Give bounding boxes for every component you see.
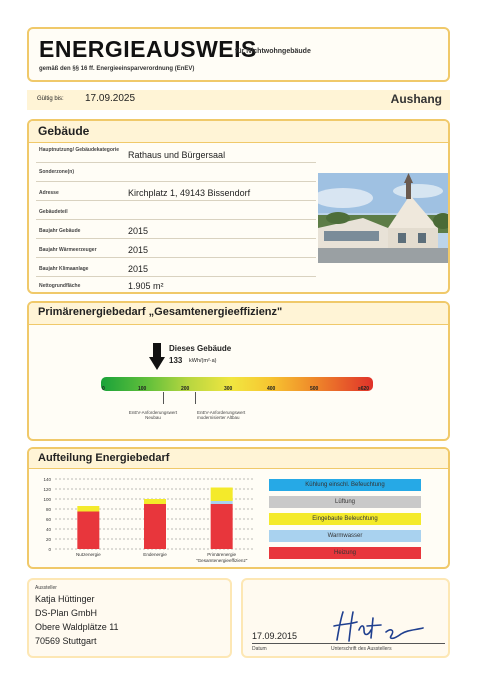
building-row	[36, 259, 316, 277]
legend-cooling: Kühlung einschl. Befeuchtung	[269, 479, 421, 491]
primary-section-header	[29, 303, 448, 325]
certificate-type: Aushang	[390, 92, 442, 106]
building-photo	[318, 173, 448, 263]
y-tick-label: 100	[43, 497, 51, 502]
energy-breakdown-section	[27, 447, 450, 569]
issuer-box	[27, 578, 232, 658]
primary-energy-section	[27, 301, 450, 441]
y-tick-label: 40	[45, 527, 51, 532]
building-section-header	[29, 121, 448, 143]
legend-hot-water: Warmwasser	[269, 530, 421, 542]
pointer-arrow-icon	[149, 343, 165, 370]
building-row-value: Rathaus und Bürgersaal	[128, 150, 226, 160]
scale-tick: 500	[310, 386, 319, 392]
document-title-suffix: für Nichtwohngebäude	[235, 48, 311, 55]
y-tick-label: 0	[48, 547, 51, 552]
category-label: Primärenergie	[207, 552, 237, 557]
legend-heating: Heizung	[269, 547, 421, 559]
issuer-city: 70569 Stuttgart	[35, 636, 97, 646]
pointer-unit: kWh/(m²·a)	[189, 358, 217, 364]
building-row	[36, 145, 316, 163]
signature-box	[241, 578, 450, 658]
scale-tick: ≥620	[358, 386, 370, 392]
breakdown-section-title: Aufteilung Energiebedarf	[38, 452, 170, 464]
legend-lighting: Eingebaute Beleuchtung	[269, 513, 421, 525]
issuer-label: Aussteller	[35, 585, 57, 591]
issuer-company: DS-Plan GmbH	[35, 608, 98, 618]
building-row-value: 2015	[128, 245, 149, 255]
building-row-value: 2015	[128, 264, 149, 274]
handwritten-signature-icon	[331, 608, 427, 646]
building-row-key: Baujahr Gebäude	[39, 228, 81, 234]
pointer-value: 133	[169, 356, 183, 365]
building-row-key: Baujahr Wärmeerzeuger	[39, 247, 97, 253]
document-subtitle: gemäß den §§ 16 ff. Energieeinsparverordnung (EnEV)	[39, 66, 195, 72]
bar-segment-heizung	[211, 504, 233, 549]
building-row	[36, 221, 316, 239]
bar-segment-heizung	[77, 512, 99, 550]
building-section	[27, 119, 450, 294]
y-tick-label: 20	[45, 537, 51, 542]
signature-label: Unterschrift des Ausstellers	[331, 646, 392, 652]
building-row-value: 1.905 m²	[128, 281, 164, 291]
building-row-key: Adresse	[39, 190, 59, 196]
scale-tick: 400	[267, 386, 276, 392]
breakdown-chart	[33, 475, 258, 569]
document-title: ENERGIEAUSWEIS	[39, 36, 257, 62]
bar-segment-warmwasser	[211, 501, 233, 504]
building-row	[36, 183, 316, 201]
building-row-value: 2015	[128, 226, 149, 236]
y-tick-label: 140	[43, 477, 51, 482]
y-tick-label: 80	[45, 507, 51, 512]
building-section-title: Gebäude	[38, 124, 90, 138]
scale-tick: 0	[102, 386, 105, 392]
category-label: Endenergie	[143, 552, 167, 557]
bar-segment-eingebaute-beleuchtung	[77, 506, 99, 512]
primary-section-title: Primärenergiebedarf „Gesamtenergieeffizienz"	[38, 306, 283, 318]
y-tick-label: 120	[43, 487, 51, 492]
valid-until-date: 17.09.2025	[85, 93, 136, 104]
bar-segment-eingebaute-beleuchtung	[144, 499, 166, 504]
valid-until-label: Gültig bis:	[37, 96, 64, 102]
building-row	[36, 164, 316, 182]
certificate-header	[27, 27, 450, 82]
issuer-street: Obere Waldplätze 11	[35, 622, 119, 632]
scale-tick: 100	[138, 386, 147, 392]
category-label: "Gesamtenergieeffizienz"	[195, 558, 248, 563]
y-tick-label: 60	[45, 517, 51, 522]
legend-ventilation: Lüftung	[269, 496, 421, 508]
neubau-marker	[163, 392, 164, 404]
building-row	[36, 202, 316, 220]
scale-tick: 200	[181, 386, 190, 392]
bar-segment-eingebaute-beleuchtung	[211, 488, 233, 502]
date-label: Datum	[252, 646, 267, 652]
breakdown-section-header	[29, 449, 448, 469]
building-row-key: Baujahr Klimaanlage	[39, 266, 89, 272]
building-row	[36, 240, 316, 258]
altbau-marker	[195, 392, 196, 404]
scale-tick: 300	[224, 386, 233, 392]
pointer-label: Dieses Gebäude	[169, 344, 232, 353]
bar-segment-heizung	[144, 504, 166, 549]
signature-line	[252, 643, 445, 644]
building-row-key: Sonderzone(n)	[39, 169, 74, 175]
building-row-value: Kirchplatz 1, 49143 Bissendorf	[128, 188, 251, 198]
building-row-key: Hauptnutzung/ Gebäudekategorie	[39, 147, 120, 153]
building-row	[36, 276, 316, 294]
signature-date: 17.09.2015	[252, 631, 298, 641]
note-altbau: EnEV-Anforderungswert modernisierter Altbau	[197, 410, 246, 420]
note-neubau: EnEV-Anforderungswert Neubau	[128, 410, 178, 420]
issuer-name: Katja Hüttinger	[35, 594, 95, 604]
building-row-key: Nettogrundfläche	[39, 283, 81, 289]
building-row-key: Gebäudeteil	[39, 209, 68, 215]
validity-bar	[27, 90, 450, 110]
category-label: Nutzenergie	[75, 552, 101, 557]
